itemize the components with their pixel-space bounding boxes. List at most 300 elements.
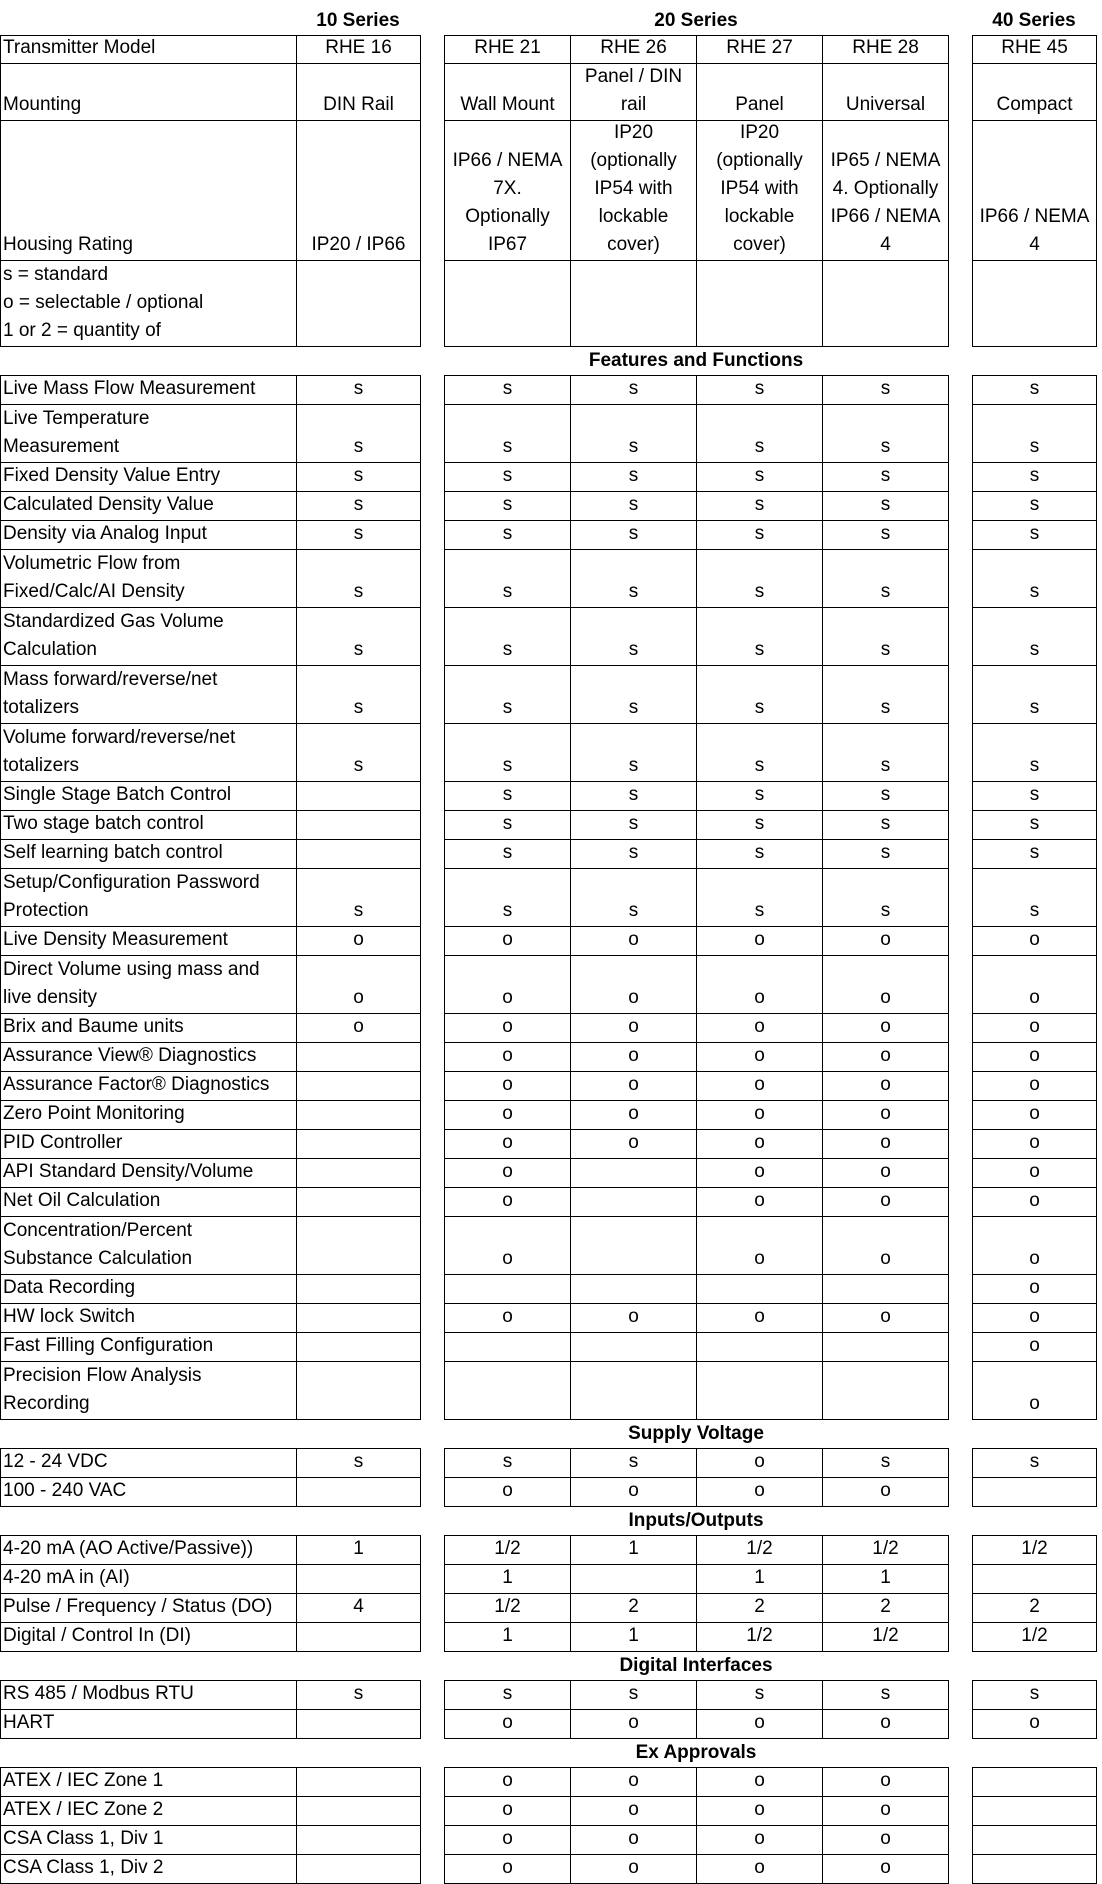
- row-value-text: Universal: [845, 94, 926, 115]
- row-value: [972, 1071, 1097, 1101]
- row-value-text: s: [628, 1451, 639, 1472]
- row-value: [822, 1303, 949, 1333]
- row-value: [570, 1622, 697, 1652]
- row-value: [972, 1042, 1097, 1072]
- row-value-text: s: [353, 1683, 364, 1704]
- row-value: [972, 1564, 1097, 1594]
- row-value-text: s: [628, 842, 639, 863]
- row-value-text: o: [628, 1306, 639, 1327]
- row-label-text: Single Stage Batch Control: [3, 784, 232, 805]
- row-label-text: Live Density Measurement: [3, 929, 228, 950]
- row-value: [570, 1042, 697, 1072]
- row-value: [822, 955, 949, 1014]
- row-value: [444, 549, 571, 608]
- row-label-text: Live Temperature Measurement: [3, 408, 150, 457]
- row-value: [696, 1535, 823, 1565]
- row-value: [444, 1013, 571, 1043]
- row-value: [696, 1477, 823, 1507]
- row-value: [822, 1564, 949, 1594]
- row-value-text: 1/2: [746, 1538, 773, 1559]
- row-value: [570, 1158, 697, 1188]
- row-value-text: s: [628, 523, 639, 544]
- row-value-text: s: [502, 813, 513, 834]
- row-value-text: o: [628, 1045, 639, 1066]
- row-value-text: s: [754, 813, 765, 834]
- row-value-text: o: [628, 1016, 639, 1037]
- row-value-text: s: [502, 900, 513, 921]
- row-label-text: Pulse / Frequency / Status (DO): [3, 1596, 273, 1617]
- row-value-text: s: [754, 784, 765, 805]
- row-value: [570, 1303, 697, 1333]
- row-value: [696, 520, 823, 550]
- row-label: [0, 1332, 297, 1362]
- row-label-text: HART: [3, 1712, 55, 1733]
- row-value-text: 1/2: [1021, 1625, 1048, 1646]
- row-value: [696, 665, 823, 724]
- row-label-text: Data Recording: [3, 1277, 136, 1298]
- section-title: Ex Approvals: [635, 1742, 757, 1763]
- row-value-text: o: [353, 1016, 364, 1037]
- row-value: [696, 1071, 823, 1101]
- row-value: [444, 1680, 571, 1710]
- legend-blank-cell: [570, 260, 697, 347]
- row-label: [0, 810, 297, 840]
- row-value: [296, 1158, 421, 1188]
- row-label-text: Self learning batch control: [3, 842, 223, 863]
- row-label: [0, 1071, 297, 1101]
- row-value-text: s: [1029, 581, 1040, 602]
- row-value-text: s: [353, 1451, 364, 1472]
- row-label-text: Precision Flow Analysis Recording: [3, 1365, 202, 1414]
- row-value-text: o: [1029, 929, 1040, 950]
- row-value: [444, 1854, 571, 1884]
- row-label: [0, 1158, 297, 1188]
- row-value: [570, 1332, 697, 1362]
- row-value-text: s: [880, 1683, 891, 1704]
- row-value-text: o: [628, 1712, 639, 1733]
- row-value: [696, 1593, 823, 1623]
- row-value-text: RHE 26: [600, 37, 667, 58]
- row-value: [296, 63, 421, 121]
- row-value: [696, 781, 823, 811]
- row-value: [822, 1042, 949, 1072]
- row-value-text: o: [628, 987, 639, 1008]
- row-value-text: o: [502, 987, 513, 1008]
- row-label-text: 4-20 mA (AO Active/Passive)): [3, 1538, 254, 1559]
- row-value: [296, 35, 421, 64]
- row-label: [0, 1854, 297, 1884]
- row-label-text: Volumetric Flow from Fixed/Calc/AI Density: [3, 553, 185, 602]
- row-value: [972, 1448, 1097, 1478]
- row-value: [296, 1274, 421, 1304]
- row-value: [296, 1129, 421, 1159]
- row-value: [444, 1796, 571, 1826]
- row-value: [822, 1796, 949, 1826]
- row-value-text: o: [754, 1190, 765, 1211]
- row-value: [570, 868, 697, 927]
- row-value: [972, 839, 1097, 869]
- row-value-text: s: [754, 842, 765, 863]
- row-label: [0, 404, 297, 463]
- row-value-text: s: [628, 755, 639, 776]
- row-value-text: s: [880, 900, 891, 921]
- row-value-text: o: [628, 929, 639, 950]
- row-value: [696, 1100, 823, 1130]
- row-label-text: Assurance View® Diagnostics: [3, 1045, 257, 1066]
- row-label-text: API Standard Density/Volume: [3, 1161, 254, 1182]
- row-value: [444, 1767, 571, 1797]
- row-value-text: o: [754, 1074, 765, 1095]
- row-label-text: Direct Volume using mass and live density: [3, 959, 260, 1008]
- row-value-text: 1: [502, 1625, 513, 1646]
- row-value: [972, 926, 1097, 956]
- row-value-text: o: [1029, 1161, 1040, 1182]
- row-label: [0, 839, 297, 869]
- row-value-text: s: [502, 842, 513, 863]
- row-value: [296, 520, 421, 550]
- row-value: [696, 723, 823, 782]
- row-value: [822, 1535, 949, 1565]
- row-value: [444, 120, 571, 261]
- row-value: [696, 926, 823, 956]
- row-value: [972, 1274, 1097, 1304]
- row-value: [570, 1216, 697, 1275]
- row-value: [570, 1767, 697, 1797]
- section-title: Digital Interfaces: [619, 1655, 773, 1676]
- row-value-text: s: [1029, 1451, 1040, 1472]
- row-label-text: Volume forward/reverse/net totalizers: [3, 727, 236, 776]
- row-value: [972, 1477, 1097, 1507]
- row-value: [570, 1796, 697, 1826]
- row-value: [296, 491, 421, 521]
- row-label-text: ATEX / IEC Zone 1: [3, 1770, 164, 1791]
- row-value-text: o: [754, 1103, 765, 1124]
- row-value-text: s: [502, 436, 513, 457]
- row-value-text: o: [754, 1770, 765, 1791]
- row-value-text: s: [628, 494, 639, 515]
- row-value: [696, 1680, 823, 1710]
- row-value-text: s: [353, 436, 364, 457]
- row-value: [822, 491, 949, 521]
- row-value: [296, 462, 421, 492]
- row-value: [972, 1100, 1097, 1130]
- row-label-text: CSA Class 1, Div 1: [3, 1828, 164, 1849]
- row-value-text: o: [502, 1248, 513, 1269]
- row-value-text: o: [754, 1248, 765, 1269]
- row-value-text: s: [754, 639, 765, 660]
- row-value: [972, 1593, 1097, 1623]
- row-value: [696, 1825, 823, 1855]
- row-value: [822, 404, 949, 463]
- row-value: [822, 1274, 949, 1304]
- row-value: [444, 1042, 571, 1072]
- row-label-text: PID Controller: [3, 1132, 123, 1153]
- row-label: [0, 1622, 297, 1652]
- row-value: [822, 607, 949, 666]
- row-value-text: o: [502, 1799, 513, 1820]
- row-value: [696, 63, 823, 121]
- row-value-text: s: [628, 900, 639, 921]
- row-value-text: s: [628, 1683, 639, 1704]
- row-value: [822, 868, 949, 927]
- row-value-text: o: [1029, 1712, 1040, 1733]
- row-value-text: o: [754, 1828, 765, 1849]
- row-value-text: s: [1029, 755, 1040, 776]
- row-value: [296, 1622, 421, 1652]
- row-value: [822, 1332, 949, 1362]
- row-value: [822, 63, 949, 121]
- row-value-text: s: [880, 436, 891, 457]
- row-value-text: s: [502, 523, 513, 544]
- row-value: [296, 810, 421, 840]
- row-value: [972, 665, 1097, 724]
- row-label-text: Assurance Factor® Diagnostics: [3, 1074, 270, 1095]
- row-value: [444, 1622, 571, 1652]
- row-value: [822, 520, 949, 550]
- row-value-text: 1: [628, 1538, 639, 1559]
- row-value-text: s: [880, 784, 891, 805]
- row-label: [0, 462, 297, 492]
- row-value-text: o: [1029, 987, 1040, 1008]
- row-value-text: IP20 (optionally IP54 with lockable cover): [716, 122, 803, 255]
- section-title: Supply Voltage: [628, 1423, 764, 1444]
- row-value-text: IP20 (optionally IP54 with lockable cover): [590, 122, 677, 255]
- row-value: [822, 810, 949, 840]
- row-value-text: o: [1029, 1074, 1040, 1095]
- row-value: [696, 1129, 823, 1159]
- row-value: [570, 723, 697, 782]
- row-value: [296, 1825, 421, 1855]
- row-value: [696, 868, 823, 927]
- row-value-text: s: [502, 697, 513, 718]
- row-value-text: s: [628, 697, 639, 718]
- row-value-text: o: [880, 1132, 891, 1153]
- row-value: [296, 839, 421, 869]
- row-value: [444, 1274, 571, 1304]
- row-value-text: s: [628, 436, 639, 457]
- row-value-text: s: [754, 378, 765, 399]
- row-value: [696, 1361, 823, 1420]
- row-value-text: o: [880, 1103, 891, 1124]
- legend-item: o = selectable / optional: [3, 292, 204, 313]
- row-value: [696, 462, 823, 492]
- row-value: [444, 1332, 571, 1362]
- row-label: [0, 120, 297, 261]
- legend-blank-cell: [822, 260, 949, 347]
- row-value-text: s: [880, 465, 891, 486]
- row-value: [972, 520, 1097, 550]
- row-value-text: DIN Rail: [323, 94, 394, 115]
- row-value: [972, 63, 1097, 121]
- row-value-text: s: [754, 581, 765, 602]
- row-value: [296, 723, 421, 782]
- row-value: [444, 1187, 571, 1217]
- row-value: [444, 1361, 571, 1420]
- row-value-text: o: [880, 1857, 891, 1878]
- row-value-text: 2: [1029, 1596, 1040, 1617]
- row-value-text: s: [880, 523, 891, 544]
- row-value-text: o: [880, 1480, 891, 1501]
- row-value-text: RHE 45: [1001, 37, 1068, 58]
- row-value-text: Compact: [996, 94, 1073, 115]
- row-value: [822, 1622, 949, 1652]
- row-value: [696, 1709, 823, 1739]
- row-value-text: s: [754, 697, 765, 718]
- row-value-text: 2: [880, 1596, 891, 1617]
- row-value: [444, 781, 571, 811]
- row-value-text: o: [502, 1480, 513, 1501]
- row-label: [0, 491, 297, 521]
- row-value: [696, 1448, 823, 1478]
- row-value-text: s: [353, 523, 364, 544]
- row-value-text: s: [502, 1451, 513, 1472]
- row-value: [822, 839, 949, 869]
- row-value: [696, 1158, 823, 1188]
- row-value: [972, 1013, 1097, 1043]
- row-value-text: 1/2: [872, 1625, 899, 1646]
- row-value-text: o: [880, 1828, 891, 1849]
- row-label: [0, 1680, 297, 1710]
- row-value: [570, 1593, 697, 1623]
- row-value: [296, 404, 421, 463]
- row-label-text: HW lock Switch: [3, 1306, 135, 1327]
- row-value: [822, 120, 949, 261]
- row-label: [0, 1303, 297, 1333]
- row-value: [444, 1071, 571, 1101]
- row-label: [0, 1767, 297, 1797]
- row-value-text: RHE 16: [325, 37, 392, 58]
- row-value: [972, 35, 1097, 64]
- row-value: [696, 839, 823, 869]
- row-label-text: Calculated Density Value: [3, 494, 214, 515]
- row-value: [444, 1593, 571, 1623]
- section-title: Features and Functions: [588, 350, 804, 371]
- row-value: [822, 549, 949, 608]
- row-value: [444, 1477, 571, 1507]
- row-value: [570, 1274, 697, 1304]
- row-value: [570, 1129, 697, 1159]
- row-label-text: Fast Filling Configuration: [3, 1335, 214, 1356]
- row-value-text: s: [1029, 842, 1040, 863]
- row-value: [570, 120, 697, 261]
- row-value: [696, 491, 823, 521]
- row-value: [444, 1303, 571, 1333]
- row-value: [570, 491, 697, 521]
- row-value: [696, 1013, 823, 1043]
- row-value-text: o: [502, 1045, 513, 1066]
- row-value-text: o: [502, 1828, 513, 1849]
- row-value-text: o: [502, 1016, 513, 1037]
- row-value: [296, 955, 421, 1014]
- row-value: [822, 1825, 949, 1855]
- row-value-text: s: [1029, 378, 1040, 399]
- row-value-text: o: [502, 1306, 513, 1327]
- row-value-text: o: [1029, 1016, 1040, 1037]
- row-value-text: o: [754, 987, 765, 1008]
- row-value-text: s: [628, 813, 639, 834]
- row-label-text: CSA Class 1, Div 2: [3, 1857, 164, 1878]
- section-title: Inputs/Outputs: [628, 1510, 764, 1531]
- row-value: [296, 781, 421, 811]
- row-label: [0, 607, 297, 666]
- row-value: [696, 1564, 823, 1594]
- row-value: [972, 781, 1097, 811]
- row-value: [822, 1216, 949, 1275]
- row-label: [0, 1709, 297, 1739]
- row-value: [570, 607, 697, 666]
- row-value-text: o: [880, 1712, 891, 1733]
- row-label-text: Mass forward/reverse/net totalizers: [3, 669, 218, 718]
- row-value: [972, 1535, 1097, 1565]
- row-value: [444, 462, 571, 492]
- row-value: [696, 1042, 823, 1072]
- row-value-text: o: [880, 1306, 891, 1327]
- row-value: [696, 1216, 823, 1275]
- row-value: [822, 1361, 949, 1420]
- row-value-text: s: [628, 465, 639, 486]
- row-label: [0, 1187, 297, 1217]
- row-value: [296, 1593, 421, 1623]
- row-label-text: Two stage batch control: [3, 813, 204, 834]
- row-value-text: s: [880, 842, 891, 863]
- row-value-text: RHE 28: [852, 37, 919, 58]
- row-value: [296, 1854, 421, 1884]
- row-value-text: 1: [502, 1567, 513, 1588]
- row-value: [696, 1303, 823, 1333]
- row-value: [822, 1100, 949, 1130]
- row-value: [296, 1361, 421, 1420]
- row-value: [296, 120, 421, 261]
- row-value-text: s: [628, 581, 639, 602]
- row-value-text: o: [502, 1103, 513, 1124]
- row-value-text: 1/2: [494, 1596, 521, 1617]
- row-value: [696, 607, 823, 666]
- row-label: [0, 781, 297, 811]
- row-value: [570, 1071, 697, 1101]
- row-value-text: o: [628, 1074, 639, 1095]
- row-value: [570, 520, 697, 550]
- row-label: [0, 1825, 297, 1855]
- row-value: [822, 1448, 949, 1478]
- row-value: [822, 1187, 949, 1217]
- row-value-text: s: [1029, 813, 1040, 834]
- row-value-text: o: [353, 987, 364, 1008]
- row-value-text: s: [880, 581, 891, 602]
- row-value: [696, 1332, 823, 1362]
- row-label: [0, 868, 297, 927]
- row-value-text: s: [754, 755, 765, 776]
- row-label-text: ATEX / IEC Zone 2: [3, 1799, 164, 1820]
- row-value-text: s: [1029, 784, 1040, 805]
- row-value-text: o: [754, 1799, 765, 1820]
- row-value-text: s: [880, 494, 891, 515]
- row-value-text: s: [880, 378, 891, 399]
- row-value: [972, 1854, 1097, 1884]
- row-value-text: o: [628, 1857, 639, 1878]
- row-value: [296, 1767, 421, 1797]
- row-value-text: o: [754, 1161, 765, 1182]
- row-value-text: 1: [353, 1538, 364, 1559]
- row-label: [0, 549, 297, 608]
- row-label: [0, 1042, 297, 1072]
- row-value-text: o: [628, 1103, 639, 1124]
- row-value-text: s: [628, 378, 639, 399]
- row-value: [822, 1071, 949, 1101]
- row-label: [0, 1274, 297, 1304]
- row-value-text: o: [754, 1857, 765, 1878]
- row-value-text: o: [754, 929, 765, 950]
- row-value: [570, 955, 697, 1014]
